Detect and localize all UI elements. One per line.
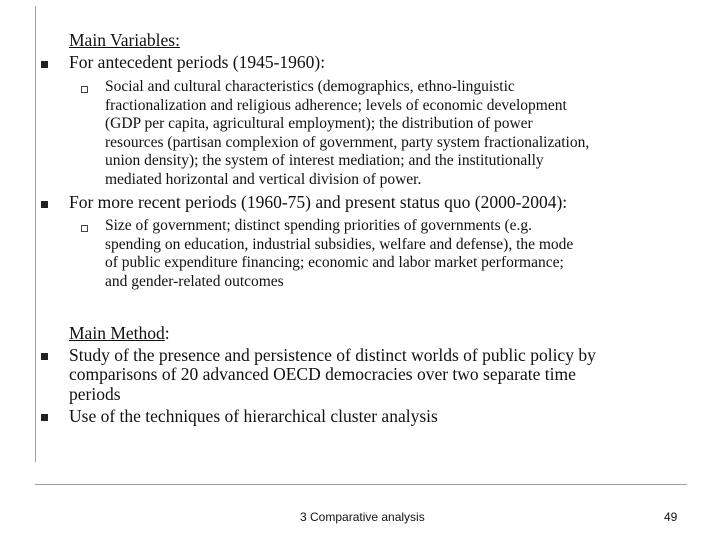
main-variables-heading: Main Variables: [69, 30, 180, 50]
left-rule [35, 6, 36, 462]
sub2-line: of public expenditure financing; economic and labor market performance; [105, 254, 564, 271]
technique-line: Use of the techniques of hierarchical cluster analysis [69, 406, 438, 426]
main-method-heading [69, 323, 170, 343]
sub2-line: Size of government; distinct spending priorities of governments (e.g. [105, 217, 533, 234]
sub1-line: union density); the system of interest mediation; and the institutionally [105, 152, 544, 169]
antecedent-periods-heading: For antecedent periods (1945-1960): [69, 52, 326, 72]
footer-title: 3 Comparative analysis [300, 510, 425, 524]
sub1-line: resources (partisan complexion of government, party system fractionalization, [105, 133, 590, 151]
sub1-line: Social and cultural characteristics (demographics, ethno-linguistic [105, 78, 515, 95]
sub1-line: (GDP per capita, agricultural employment); the distribution of power [105, 115, 533, 132]
footer-rule [35, 484, 687, 485]
sub2-line: spending on education, industrial subsidies, welfare and defense), the mode [105, 235, 574, 253]
method-line: Study of the presence and persistence of distinct worlds of public policy by [69, 345, 596, 365]
page-number: 49 [664, 510, 678, 524]
main-method-label: Main Method [69, 323, 165, 343]
bullet-square-icon [41, 414, 48, 421]
bullet-square-icon [41, 61, 48, 68]
main-method-colon: : [164, 323, 170, 343]
bullet-square-icon [41, 201, 48, 208]
bullet-square-icon [41, 353, 48, 360]
method-line: periods [69, 384, 121, 404]
recent-periods-heading: For more recent periods (1960-75) and present status quo (2000-2004): [69, 192, 568, 212]
sub-bullet-square-icon [81, 86, 88, 93]
sub-bullet-square-icon [81, 225, 88, 232]
method-line: comparisons of 20 advanced OECD democracies over two separate time [69, 364, 576, 384]
sub1-line: fractionalization and religious adherence; levels of economic development [105, 96, 567, 114]
sub1-line: mediated horizontal and vertical division of power. [105, 170, 422, 188]
sub2-line: and gender-related outcomes [105, 272, 284, 290]
